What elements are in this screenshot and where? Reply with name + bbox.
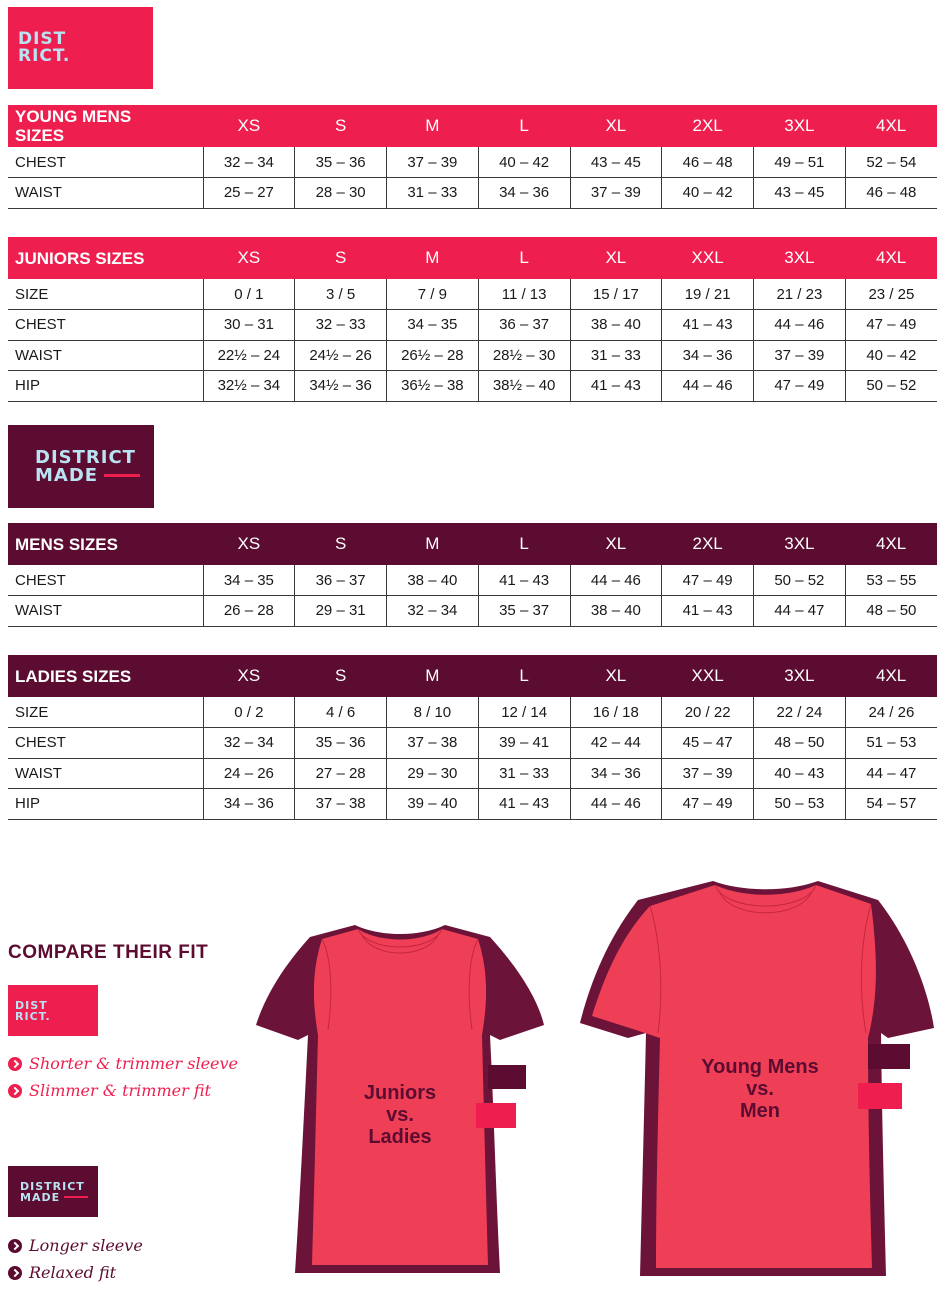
bullet-item [8, 1054, 238, 1073]
size-column-header: XXL [662, 237, 754, 279]
measurement-cell: 35 – 36 [295, 147, 387, 178]
size-column-header: XS [203, 105, 295, 147]
size-column-header: 4XL [845, 523, 937, 565]
table-row [8, 728, 937, 759]
bullet-text: Longer sleeve [29, 1236, 143, 1255]
size-column-header: 4XL [845, 655, 937, 697]
table-row [8, 310, 937, 341]
young-mens-size-table [8, 105, 937, 209]
size-column-header: M [387, 105, 479, 147]
measurement-cell: 25 – 27 [203, 178, 295, 209]
table-row [8, 147, 937, 178]
size-header-row [8, 105, 937, 147]
row-label: CHEST [8, 310, 203, 341]
size-column-header: 3XL [754, 105, 846, 147]
size-column-header: L [478, 655, 570, 697]
size-column-header: M [387, 523, 479, 565]
shirt-label-line: vs. [386, 1104, 414, 1126]
bullet-item [8, 1263, 116, 1282]
measurement-cell: 40 – 43 [754, 758, 846, 789]
compare-heading: COMPARE THEIR FIT [8, 942, 209, 963]
measurement-cell: 15 / 17 [570, 279, 662, 310]
mens-size-table [8, 523, 937, 627]
row-label: WAIST [8, 340, 203, 371]
shirt-label-left [335, 1082, 465, 1148]
measurement-cell: 50 – 52 [845, 371, 937, 402]
table-title: YOUNG MENS SIZES [8, 105, 203, 147]
measurement-cell: 43 – 45 [570, 147, 662, 178]
measurement-cell: 31 – 33 [478, 758, 570, 789]
measurement-cell: 34 – 36 [662, 340, 754, 371]
table-row [8, 340, 937, 371]
table-title: JUNIORS SIZES [8, 237, 203, 279]
row-label: SIZE [8, 697, 203, 728]
measurement-cell: 41 – 43 [662, 596, 754, 627]
measurement-cell: 44 – 46 [754, 310, 846, 341]
made-tag [868, 1044, 910, 1069]
logo-text-line2: MADE [20, 1190, 61, 1204]
measurement-cell: 34 – 36 [570, 758, 662, 789]
measurement-cell: 45 – 47 [662, 728, 754, 759]
table-title: MENS SIZES [8, 523, 203, 565]
logo-text-line2: RICT. [18, 46, 71, 66]
bullet-item [8, 1236, 143, 1255]
measurement-cell: 12 / 14 [478, 697, 570, 728]
measurement-cell: 41 – 43 [478, 789, 570, 820]
row-label: WAIST [8, 596, 203, 627]
measurement-cell: 34 – 36 [203, 789, 295, 820]
shirt-label-right [680, 1056, 840, 1122]
size-column-header: S [295, 105, 387, 147]
measurement-cell: 32 – 34 [203, 728, 295, 759]
row-label: CHEST [8, 147, 203, 178]
size-column-header: 3XL [754, 237, 846, 279]
measurement-cell: 34 – 35 [387, 310, 479, 341]
bullet-item [8, 1081, 211, 1100]
measurement-cell: 49 – 51 [754, 147, 846, 178]
size-column-header: 2XL [662, 105, 754, 147]
size-column-header: 3XL [754, 523, 846, 565]
arrow-circle-icon [8, 1239, 22, 1253]
row-label: CHEST [8, 565, 203, 596]
shirt-label-line: vs. [746, 1078, 774, 1100]
measurement-cell: 35 – 36 [295, 728, 387, 759]
logo-text-line1: DIST [15, 998, 48, 1012]
size-column-header: L [478, 105, 570, 147]
table-row [8, 697, 937, 728]
row-label: HIP [8, 789, 203, 820]
measurement-cell: 44 – 46 [570, 789, 662, 820]
table-row [8, 596, 937, 627]
measurement-cell: 40 – 42 [478, 147, 570, 178]
table-row [8, 178, 937, 209]
measurement-cell: 34½ – 36 [295, 371, 387, 402]
size-column-header: XL [570, 655, 662, 697]
measurement-cell: 46 – 48 [845, 178, 937, 209]
measurement-cell: 37 – 38 [295, 789, 387, 820]
measurement-cell: 26½ – 28 [387, 340, 479, 371]
table-row [8, 279, 937, 310]
measurement-cell: 32 – 33 [295, 310, 387, 341]
row-label: CHEST [8, 728, 203, 759]
size-column-header: M [387, 237, 479, 279]
measurement-cell: 54 – 57 [845, 789, 937, 820]
size-header-row [8, 655, 937, 697]
bullet-text: Relaxed fit [29, 1263, 117, 1282]
shirt-label-line: Ladies [368, 1126, 432, 1148]
measurement-cell: 11 / 13 [478, 279, 570, 310]
shirt-label-line: Juniors [363, 1082, 437, 1104]
measurement-cell: 46 – 48 [662, 147, 754, 178]
table-title: LADIES SIZES [8, 655, 203, 697]
measurement-cell: 29 – 30 [387, 758, 479, 789]
measurement-cell: 27 – 28 [295, 758, 387, 789]
size-column-header: XS [203, 237, 295, 279]
measurement-cell: 20 / 22 [662, 697, 754, 728]
measurement-cell: 44 – 47 [845, 758, 937, 789]
logo-underline [104, 474, 140, 477]
district-made-logo-small [8, 1166, 98, 1217]
size-column-header: S [295, 237, 387, 279]
table-row [8, 789, 937, 820]
logo-underline [64, 1196, 88, 1198]
measurement-cell: 39 – 41 [478, 728, 570, 759]
measurement-cell: 23 / 25 [845, 279, 937, 310]
logo-text-line1: DIST [18, 29, 67, 49]
measurement-cell: 38 – 40 [570, 310, 662, 341]
size-header-row [8, 237, 937, 279]
measurement-cell: 24 – 26 [203, 758, 295, 789]
measurement-cell: 19 / 21 [662, 279, 754, 310]
size-column-header: 2XL [662, 523, 754, 565]
size-column-header: XS [203, 655, 295, 697]
measurement-cell: 40 – 42 [845, 340, 937, 371]
measurement-cell: 37 – 39 [387, 147, 479, 178]
district-made-logo [8, 425, 154, 508]
juniors-size-table [8, 237, 937, 402]
row-label: HIP [8, 371, 203, 402]
measurement-cell: 35 – 37 [478, 596, 570, 627]
measurement-cell: 7 / 9 [387, 279, 479, 310]
measurement-cell: 30 – 31 [203, 310, 295, 341]
size-column-header: L [478, 523, 570, 565]
measurement-cell: 31 – 33 [570, 340, 662, 371]
shirt-label-line: Young Mens [701, 1056, 819, 1078]
row-label: SIZE [8, 279, 203, 310]
logo-text-line2: RICT. [15, 1009, 51, 1023]
measurement-cell: 43 – 45 [754, 178, 846, 209]
measurement-cell: 29 – 31 [295, 596, 387, 627]
measurement-cell: 47 – 49 [845, 310, 937, 341]
size-column-header: XL [570, 237, 662, 279]
table-row [8, 371, 937, 402]
measurement-cell: 38½ – 40 [478, 371, 570, 402]
size-column-header: XL [570, 523, 662, 565]
ladies-size-table [8, 655, 937, 820]
measurement-cell: 50 – 52 [754, 565, 846, 596]
shirt-label-line: Men [740, 1100, 780, 1122]
measurement-cell: 38 – 40 [570, 596, 662, 627]
measurement-cell: 24½ – 26 [295, 340, 387, 371]
measurement-cell: 37 – 39 [570, 178, 662, 209]
measurement-cell: 37 – 39 [662, 758, 754, 789]
measurement-cell: 37 – 39 [754, 340, 846, 371]
measurement-cell: 47 – 49 [754, 371, 846, 402]
logo-text-line1: DISTRICT [20, 1179, 85, 1193]
arrow-circle-icon [8, 1266, 22, 1280]
measurement-cell: 26 – 28 [203, 596, 295, 627]
arrow-circle-icon [8, 1084, 22, 1098]
logo-text-line2: MADE [35, 464, 99, 486]
measurement-cell: 34 – 35 [203, 565, 295, 596]
bullet-text: Slimmer & trimmer fit [29, 1081, 211, 1100]
measurement-cell: 8 / 10 [387, 697, 479, 728]
measurement-cell: 50 – 53 [754, 789, 846, 820]
measurement-cell: 41 – 43 [570, 371, 662, 402]
measurement-cell: 41 – 43 [478, 565, 570, 596]
measurement-cell: 16 / 18 [570, 697, 662, 728]
size-column-header: S [295, 655, 387, 697]
row-label: WAIST [8, 178, 203, 209]
measurement-cell: 21 / 23 [754, 279, 846, 310]
measurement-cell: 53 – 55 [845, 565, 937, 596]
measurement-cell: 42 – 44 [570, 728, 662, 759]
size-column-header: M [387, 655, 479, 697]
table-row [8, 758, 937, 789]
size-column-header: XS [203, 523, 295, 565]
size-column-header: 3XL [754, 655, 846, 697]
measurement-cell: 0 / 1 [203, 279, 295, 310]
district-logo-small [8, 985, 98, 1036]
measurement-cell: 38 – 40 [387, 565, 479, 596]
measurement-cell: 47 – 49 [662, 789, 754, 820]
measurement-cell: 48 – 50 [754, 728, 846, 759]
measurement-cell: 31 – 33 [387, 178, 479, 209]
measurement-cell: 34 – 36 [478, 178, 570, 209]
measurement-cell: 3 / 5 [295, 279, 387, 310]
measurement-cell: 47 – 49 [662, 565, 754, 596]
measurement-cell: 32 – 34 [387, 596, 479, 627]
measurement-cell: 51 – 53 [845, 728, 937, 759]
measurement-cell: 44 – 47 [754, 596, 846, 627]
measurement-cell: 28 – 30 [295, 178, 387, 209]
measurement-cell: 22 / 24 [754, 697, 846, 728]
bullet-text: Shorter & trimmer sleeve [29, 1054, 239, 1073]
measurement-cell: 40 – 42 [662, 178, 754, 209]
measurement-cell: 39 – 40 [387, 789, 479, 820]
district-logo [8, 7, 153, 89]
size-column-header: XXL [662, 655, 754, 697]
measurement-cell: 28½ – 30 [478, 340, 570, 371]
table-row [8, 565, 937, 596]
size-column-header: 4XL [845, 105, 937, 147]
measurement-cell: 44 – 46 [570, 565, 662, 596]
logo-text-line1: DISTRICT [35, 446, 136, 468]
measurement-cell: 36½ – 38 [387, 371, 479, 402]
measurement-cell: 48 – 50 [845, 596, 937, 627]
row-label: WAIST [8, 758, 203, 789]
measurement-cell: 36 – 37 [478, 310, 570, 341]
measurement-cell: 37 – 38 [387, 728, 479, 759]
size-column-header: L [478, 237, 570, 279]
measurement-cell: 32 – 34 [203, 147, 295, 178]
measurement-cell: 36 – 37 [295, 565, 387, 596]
measurement-cell: 44 – 46 [662, 371, 754, 402]
district-tag [858, 1083, 902, 1109]
measurement-cell: 0 / 2 [203, 697, 295, 728]
measurement-cell: 41 – 43 [662, 310, 754, 341]
measurement-cell: 4 / 6 [295, 697, 387, 728]
size-column-header: XL [570, 105, 662, 147]
size-column-header: 4XL [845, 237, 937, 279]
size-column-header: S [295, 523, 387, 565]
district-tag [476, 1103, 516, 1128]
arrow-circle-icon [8, 1057, 22, 1071]
measurement-cell: 22½ – 24 [203, 340, 295, 371]
measurement-cell: 24 / 26 [845, 697, 937, 728]
made-tag [488, 1065, 526, 1089]
size-header-row [8, 523, 937, 565]
measurement-cell: 52 – 54 [845, 147, 937, 178]
measurement-cell: 32½ – 34 [203, 371, 295, 402]
